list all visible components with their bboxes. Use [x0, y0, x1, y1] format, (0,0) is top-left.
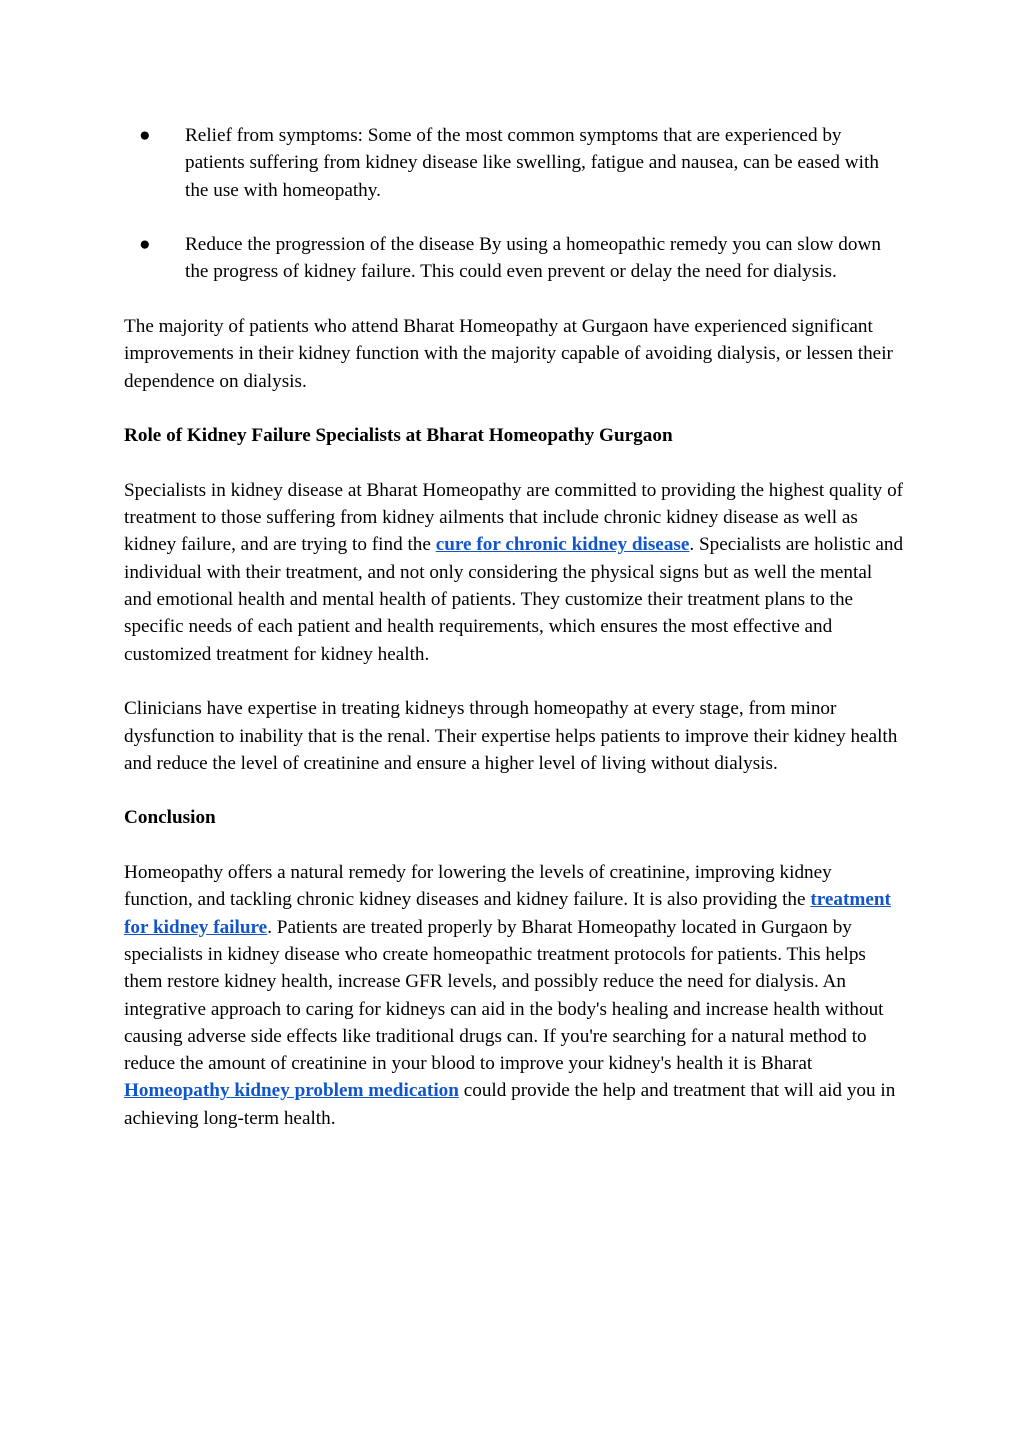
benefits-list — [124, 122, 904, 286]
list-item — [124, 231, 904, 286]
bullet-icon: ● — [139, 234, 151, 256]
role-paragraph-2: Clinicians have expertise in treating kidneys through homeopathy at every stage, from minor dysfunction to inability that is the renal. Their expertise helps patients to improve their kidney health and reduce the level of creatinine and ensure a higher level of living without dialysis. — [124, 698, 898, 774]
list-item-text: Reduce the progression of the disease By using a homeopathic remedy you can slow down the progress of kidney failure. This could even prevent or delay the need for dialysis. — [185, 234, 881, 283]
conclusion-text-end: could provide the help and treatment that will aid you in achieving long-term health. — [124, 1080, 896, 1129]
role-section-heading: Role of Kidney Failure Specialists at Bharat Homeopathy Gurgaon — [124, 425, 673, 447]
bullet-icon: ● — [139, 125, 151, 146]
kidney-failure-treatment-link[interactable]: treatment for kidney failure — [124, 889, 891, 938]
list-item-text: Relief from symptoms: Some of the most common symptoms that are experienced by patients suffering from kidney disease like swelling, fatigue and nausea, can be eased with the use with homeopathy. — [185, 125, 879, 201]
conclusion-text-start: Homeopathy offers a natural remedy for lowering the levels of creatinine, improving kidney function, and tackling chronic kidney diseases and kidney failure. It is also providing the — [124, 862, 832, 911]
conclusion-paragraph — [124, 859, 904, 1132]
role-paragraph-1-text-start: Specialists in kidney disease at Bharat Homeopathy are committed to providing the highest quality of treatment to those suffering from kidney ailments that include chronic kidney disease as well as kidney failure, and are trying to find the — [124, 479, 904, 556]
conclusion-text-middle: . Patients are treated properly by Bharat Homeopathy located in Gurgaon by specialists in kidney disease who create homeopathic treatment protocols for patients. This helps them restore kidney health, increase GFR levels, and possibly reduce the need for dialysis. An integrative approach to caring for kidneys can aid in the body's healing and increase health without causing adverse side effects like traditional drugs can. If you're searching for a natural method to reduce the amount of creatinine in your blood to improve your kidney's health it is Bharat — [124, 916, 884, 1075]
intro-paragraph: The majority of patients who attend Bharat Homeopathy at Gurgaon have experienced significant improvements in their kidney function with the majority capable of avoiding dialysis, or lessen their dependence on dialysis. — [124, 316, 893, 392]
role-paragraph-1-text-end: . Specialists are holistic and individual with their treatment, and not only considering the physical signs but as well the mental and emotional health and mental health of patients. They customize their treatment plans to the specific needs of each patient and health requirements, which ensures the most effective and customized treatment for kidney health. — [124, 534, 904, 665]
cure-ckd-link[interactable]: cure for chronic kidney disease — [435, 534, 690, 556]
role-paragraph-1 — [124, 477, 904, 668]
conclusion-heading: Conclusion — [124, 807, 216, 829]
list-item — [124, 122, 904, 204]
document-page — [124, 122, 904, 1159]
kidney-medication-link[interactable]: Homeopathy kidney problem medication — [124, 1080, 459, 1102]
